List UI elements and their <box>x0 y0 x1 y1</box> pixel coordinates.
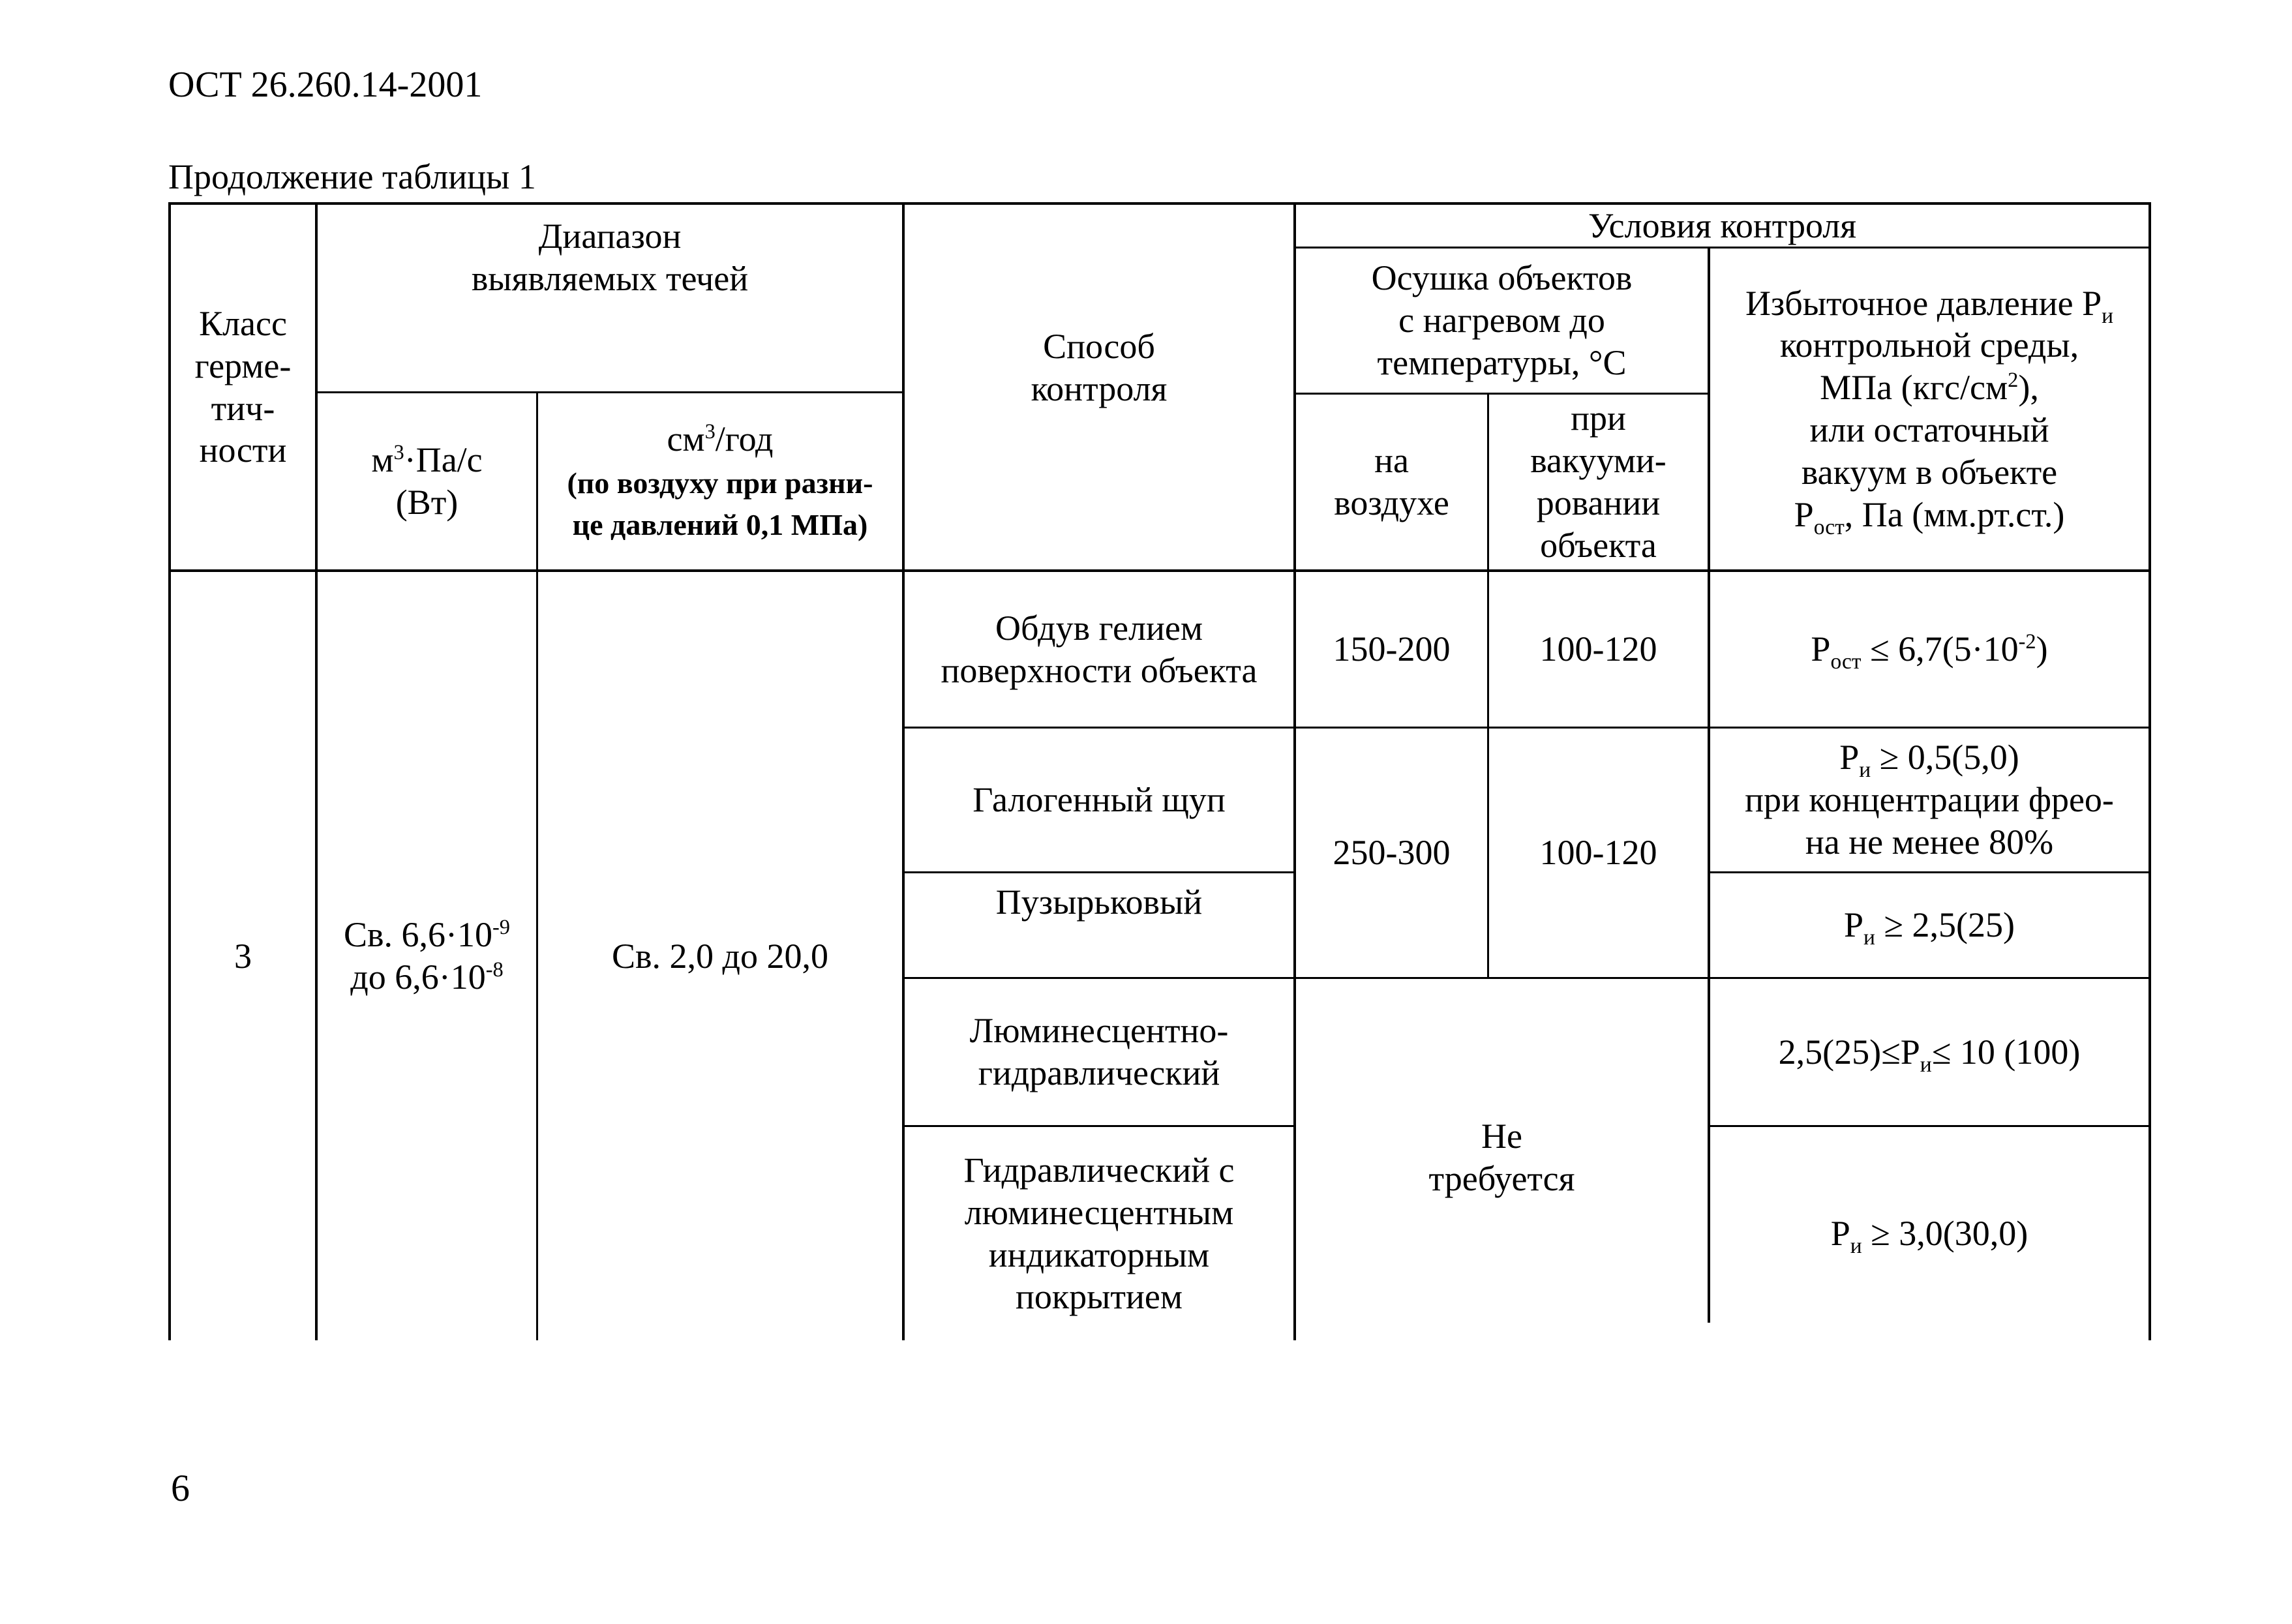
header-klass <box>171 205 315 569</box>
superscript: -8 <box>485 958 504 982</box>
header-sposob-line: контроля <box>1031 368 1168 408</box>
cell-text: ≥ 2,5(25) <box>1875 905 2015 945</box>
cell-text: 2,5(25)≤Р <box>1778 1032 1920 1072</box>
superscript: -9 <box>492 916 510 940</box>
cell-text: индикаторным <box>988 1235 1210 1274</box>
header-line: МПа (кгс/см <box>1820 368 2008 408</box>
document-code: ОСТ 26.260.14-2001 <box>168 65 483 105</box>
header-klass-line: ности <box>199 430 287 470</box>
unit-text: ·Па/с <box>404 440 483 480</box>
cell-text: 100-120 <box>1539 833 1657 873</box>
cell-pressure-row2 <box>1710 729 2149 871</box>
unit-sup: 3 <box>393 441 404 465</box>
cell-text: при концентрации фрео- <box>1745 780 2114 820</box>
cell-text: люминесцентным <box>964 1192 1234 1232</box>
header-osushka-line: температуры, °С <box>1377 342 1627 382</box>
cell-text: ≤ 6,7(5·10 <box>1861 629 2019 669</box>
cell-method-row4 <box>905 979 1293 1125</box>
subscript: и <box>1859 758 1871 783</box>
header-line: при <box>1571 398 1626 438</box>
header-usloviya <box>1296 205 2149 247</box>
header-line: ровании <box>1536 483 1661 522</box>
superscript: 2 <box>2008 368 2019 393</box>
cell-text: требуется <box>1428 1158 1575 1198</box>
cell-text: Не <box>1481 1117 1522 1156</box>
header-na-vozduhe <box>1296 395 1487 569</box>
header-davlenie <box>1710 248 2149 569</box>
cell-text: ≥ 3,0(30,0) <box>1862 1214 2028 1254</box>
header-klass-line: Класс <box>199 303 287 343</box>
cell-text: покрытием <box>1015 1277 1183 1317</box>
unit-note: (по воздуху при разни- <box>567 466 873 500</box>
header-diapazon <box>318 215 902 346</box>
cell-text: Р <box>1830 1214 1850 1254</box>
header-line: Избыточное давление Р <box>1745 283 2102 323</box>
cell-text: 150-200 <box>1333 629 1451 669</box>
cell-text: Обдув гелием <box>995 608 1203 648</box>
cell-pressure-row3 <box>1710 873 2149 977</box>
cell-vac-row2-3 <box>1489 729 1708 977</box>
cell-text: Галогенный щуп <box>973 780 1226 820</box>
cell-text: 250-300 <box>1333 833 1451 873</box>
unit-text: (Вт) <box>395 483 459 522</box>
header-line: контрольной среды, <box>1779 325 2079 365</box>
cell-range-cm3 <box>538 572 902 1340</box>
cell-vac-row1 <box>1489 572 1708 727</box>
superscript: -2 <box>2018 630 2036 654</box>
cell-text: Люминесцентно- <box>969 1011 1229 1051</box>
header-pri-vakuum <box>1489 395 1708 569</box>
cell-text: Р <box>1843 905 1863 945</box>
table-caption: Продолжение таблицы 1 <box>168 157 536 196</box>
cell-text: Св. 2,0 до 20,0 <box>612 936 828 976</box>
unit-text: м <box>371 440 394 480</box>
subscript: и <box>1863 925 1875 950</box>
header-osushka <box>1296 248 1708 393</box>
header-sposob-line: Способ <box>1043 326 1155 366</box>
header-line: на <box>1374 441 1409 481</box>
cell-pressure-row5 <box>1710 1127 2149 1340</box>
header-line: Р <box>1794 494 1814 534</box>
cell-method-row2 <box>905 729 1293 871</box>
cell-text: ≥ 0,5(5,0) <box>1871 738 2019 777</box>
header-diapazon-line: Диапазон <box>538 217 682 256</box>
cell-air-row2-3 <box>1296 729 1487 977</box>
header-line: ), <box>2018 368 2039 408</box>
cell-text: ) <box>2036 629 2048 669</box>
cell-text: до 6,6·10 <box>350 957 486 997</box>
subscript: ост <box>1813 515 1845 539</box>
cell-text: Св. 6,6·10 <box>344 915 492 955</box>
cell-air-row1 <box>1296 572 1487 727</box>
cell-text: Гидравлический с <box>963 1150 1235 1190</box>
unit-text: /год <box>715 419 774 459</box>
cell-method-row1 <box>905 572 1293 727</box>
cell-method-row3 <box>905 873 1293 968</box>
header-osushka-line: Осушка объектов <box>1371 258 1633 298</box>
table-border-right <box>2149 202 2151 1340</box>
header-klass-line: герме- <box>194 346 292 385</box>
header-line: , Па (мм.рт.ст.) <box>1844 494 2065 534</box>
page-number: 6 <box>171 1467 190 1509</box>
subscript: и <box>1850 1233 1862 1258</box>
header-line: вакуум в объекте <box>1801 452 2058 492</box>
cell-text: Пузырьковый <box>995 882 1203 922</box>
subscript: и <box>1920 1052 1932 1077</box>
header-osushka-line: с нагревом до <box>1398 301 1605 340</box>
cell-method-row5 <box>905 1127 1293 1340</box>
unit-text: см <box>667 419 705 459</box>
cell-text: Р <box>1811 629 1831 669</box>
subscript: ост <box>1830 649 1862 674</box>
cell-text: гидравлический <box>978 1053 1220 1092</box>
header-diapazon-line: выявляемых течей <box>471 258 749 298</box>
cell-text: 100-120 <box>1539 629 1657 669</box>
header-klass-line: тич- <box>211 388 275 428</box>
cell-range-m3 <box>318 572 536 1340</box>
cell-text: Р <box>1839 738 1860 777</box>
cell-drying-row4-5 <box>1296 1044 1708 1317</box>
cell-pressure-row1 <box>1710 572 2149 727</box>
cell-text: 3 <box>234 936 252 976</box>
header-line: вакууми- <box>1530 441 1666 481</box>
cell-text: на не менее 80% <box>1805 822 2054 862</box>
header-usloviya-text: Условия контроля <box>1588 205 1857 245</box>
cell-text: поверхности объекта <box>941 650 1258 690</box>
header-unit-cm3 <box>538 393 902 569</box>
header-sposob <box>905 205 1293 569</box>
header-line: воздухе <box>1334 483 1449 522</box>
cell-pressure-row4 <box>1710 979 2149 1125</box>
unit-note: це давлений 0,1 МПа) <box>572 508 868 542</box>
subscript: и <box>2102 303 2114 328</box>
header-unit-m3 <box>318 393 536 569</box>
header-line: объекта <box>1540 525 1657 565</box>
header-line: или остаточный <box>1809 410 2049 449</box>
cell-text: ≤ 10 (100) <box>1931 1032 2081 1072</box>
unit-sup: 3 <box>704 419 716 444</box>
cell-klass-value <box>171 572 315 1340</box>
